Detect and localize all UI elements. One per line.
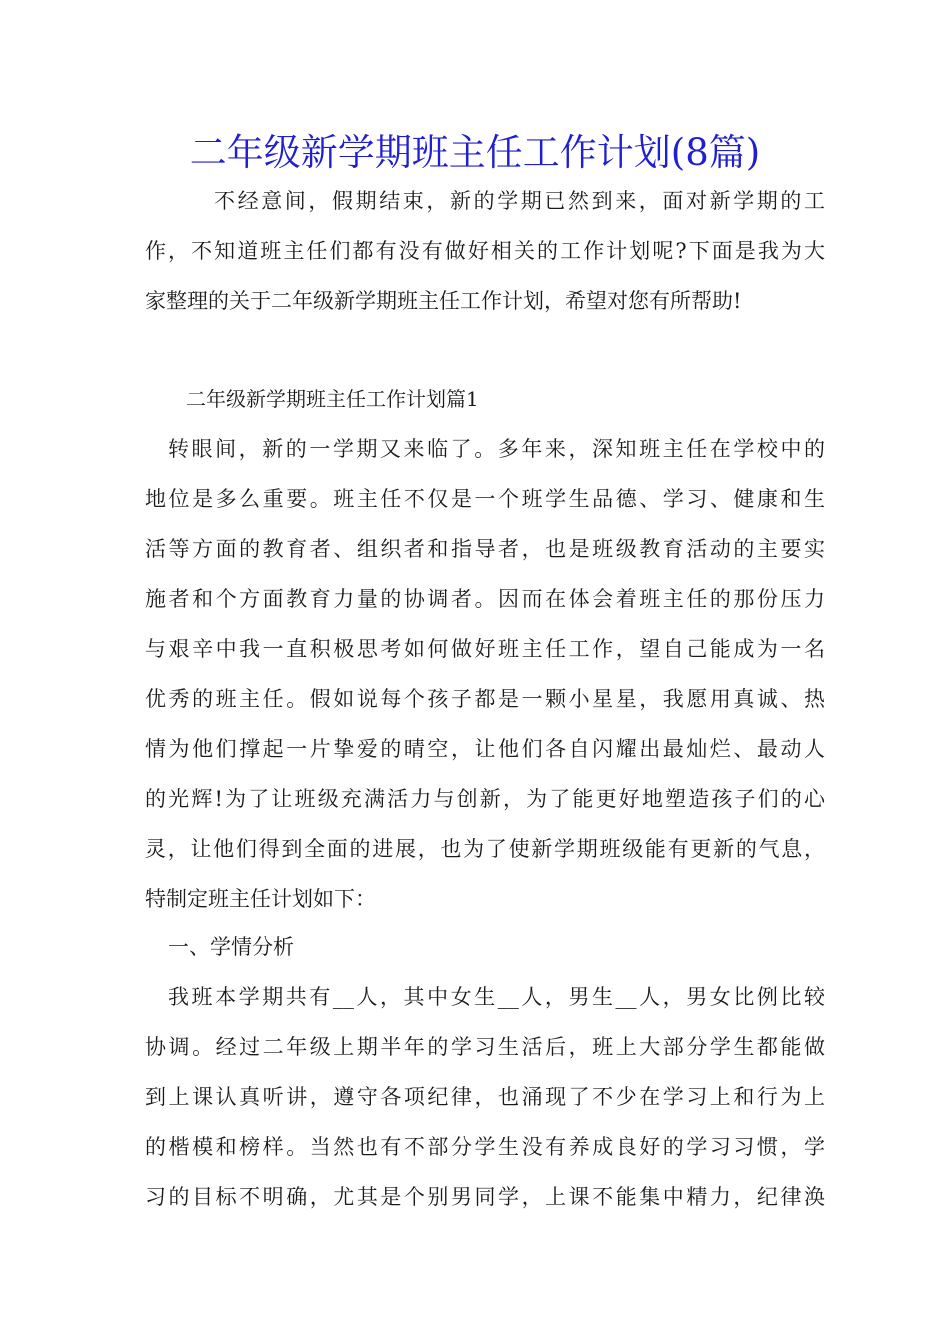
paragraph-line: 的楷模和榜样。当然也有不部分学生没有养成良好的学习习惯，学 — [145, 1135, 825, 1159]
paragraph-line: 习的目标不明确，尤其是个别男同学，上课不能集中精力，纪律涣 — [145, 1185, 825, 1209]
intro-line: 家整理的关于二年级新学期班主任工作计划，希望对您有所帮助! — [145, 289, 742, 313]
intro-line: 作，不知道班主任们都有没有做好相关的工作计划呢?下面是我为大 — [145, 239, 825, 263]
section-heading: 二年级新学期班主任工作计划篇1 — [186, 387, 479, 411]
paragraph-line: 到上课认真听讲，遵守各项纪律，也涌现了不少在学习上和行为上 — [145, 1085, 825, 1109]
paragraph-line: 协调。经过二年级上期半年的学习生活后，班上大部分学生都能做 — [145, 1035, 825, 1059]
paragraph-line: 情为他们撑起一片挚爱的晴空，让他们各自闪耀出最灿烂、最动人 — [145, 737, 825, 761]
document-title: 二年级新学期班主任工作计划(8篇) — [189, 131, 761, 174]
intro-line: 不经意间，假期结束，新的学期已然到来，面对新学期的工 — [214, 189, 825, 213]
paragraph-line: 的光辉!为了让班级充满活力与创新，为了能更好地塑造孩子们的心 — [145, 787, 825, 811]
paragraph-line: 转眼间，新的一学期又来临了。多年来，深知班主任在学校中的 — [168, 437, 825, 461]
subheading-learning-analysis: 一、学情分析 — [168, 935, 294, 959]
paragraph-line: 施者和个方面教育力量的协调者。因而在体会着班主任的那份压力 — [145, 587, 825, 611]
paragraph-line: 地位是多么重要。班主任不仅是一个班学生品德、学习、健康和生 — [145, 487, 825, 511]
paragraph-line: 我班本学期共有__人，其中女生__人，男生__人，男女比例比较 — [168, 985, 825, 1009]
paragraph-line: 与艰辛中我一直积极思考如何做好班主任工作，望自己能成为一名 — [145, 637, 825, 661]
paragraph-line: 优秀的班主任。假如说每个孩子都是一颗小星星，我愿用真诚、热 — [145, 687, 825, 711]
paragraph-line: 活等方面的教育者、组织者和指导者，也是班级教育活动的主要实 — [145, 537, 825, 561]
paragraph-line: 特制定班主任计划如下： — [145, 887, 376, 911]
paragraph-line: 灵，让他们得到全面的进展，也为了使新学期班级能有更新的气息， — [145, 837, 825, 861]
